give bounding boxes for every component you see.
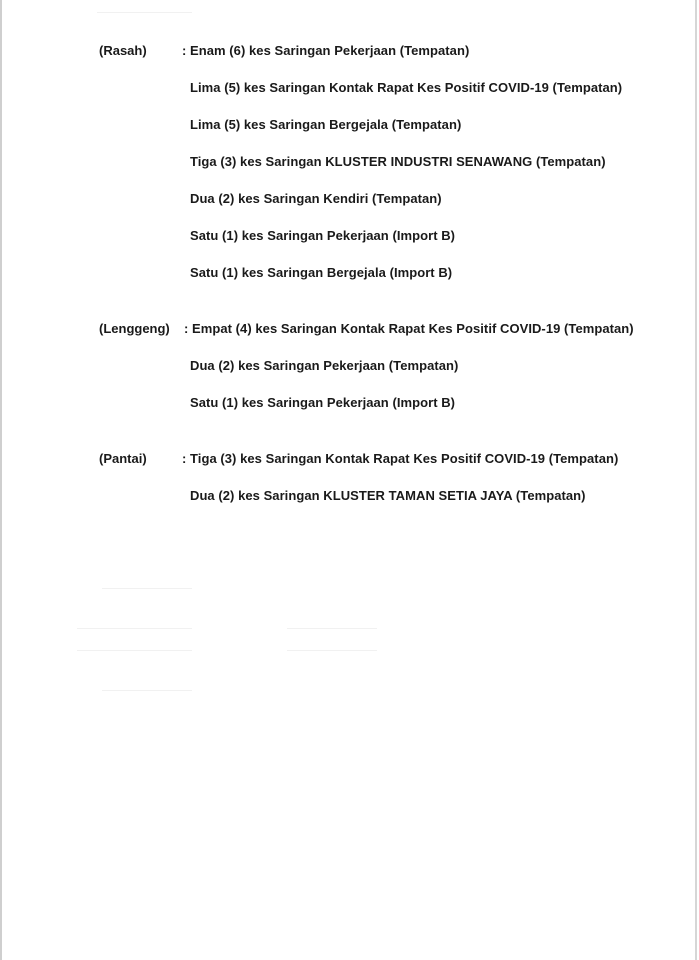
case-line: : Empat (4) kes Saringan Kontak Rapat Kes Positif COVID-19 (Tempatan) [184,321,634,336]
scan-artifact [77,628,192,629]
case-line: Dua (2) kes Saringan KLUSTER TAMAN SETIA JAYA (Tempatan) [190,488,586,503]
scan-artifact [287,650,377,651]
district-label: (Rasah) [99,43,147,58]
scan-artifact [102,588,192,589]
district-label: (Lenggeng) [99,321,170,336]
scan-artifact [77,650,192,651]
scan-artifact [287,628,377,629]
case-line: : Enam (6) kes Saringan Pekerjaan (Tempatan) [182,43,470,58]
case-line: Tiga (3) kes Saringan KLUSTER INDUSTRI SENAWANG (Tempatan) [190,154,606,169]
case-line: : Tiga (3) kes Saringan Kontak Rapat Kes Positif COVID-19 (Tempatan) [182,451,619,466]
case-line: Lima (5) kes Saringan Kontak Rapat Kes Positif COVID-19 (Tempatan) [190,80,623,95]
case-line: Satu (1) kes Saringan Pekerjaan (Import B) [190,228,456,243]
case-line: Dua (2) kes Saringan Pekerjaan (Tempatan) [190,358,459,373]
case-line: Dua (2) kes Saringan Kendiri (Tempatan) [190,191,442,206]
scan-artifact [97,12,192,13]
district-label: (Pantai) [99,451,147,466]
scan-artifact [102,690,192,691]
case-line: Lima (5) kes Saringan Bergejala (Tempatan) [190,117,462,132]
case-line: Satu (1) kes Saringan Pekerjaan (Import B) [190,395,456,410]
case-line: Satu (1) kes Saringan Bergejala (Import B) [190,265,453,280]
